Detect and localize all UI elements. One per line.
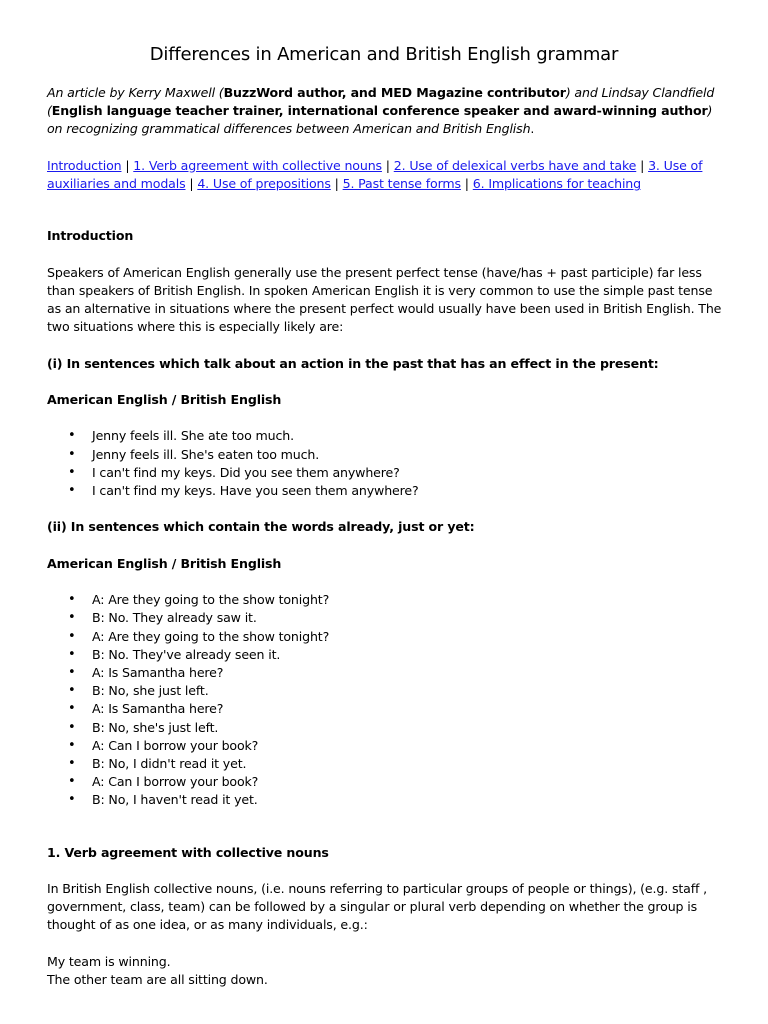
list-item: • A: Is Samantha here?: [47, 700, 727, 718]
byline-text-3: ) on recognizing grammatical differences between American and British English: [47, 103, 713, 137]
byline-end: .: [530, 121, 535, 137]
list-item: • B: No, she just left.: [47, 682, 727, 700]
toc-link-introduction[interactable]: Introduction: [47, 157, 122, 173]
toc-link-verb-agreement[interactable]: 1. Verb agreement with collective nouns: [133, 157, 382, 173]
toc-separator: |: [381, 157, 394, 173]
example-list-1: [47, 427, 727, 500]
byline-bold-2: English language teacher trainer, international conference speaker and award-winning author: [51, 103, 708, 119]
toc-link-auxiliaries-modals[interactable]: 3. Use of auxiliaries and modals: [47, 157, 703, 191]
byline-text-2: ) and Lindsay Clandfield (: [47, 85, 715, 119]
list-item: • A: Can I borrow your book?: [47, 773, 727, 791]
toc-separator: |: [185, 176, 198, 191]
byline-text-1: An article by Kerry Maxwell (: [47, 85, 224, 100]
toc-link-implications[interactable]: 6. Implications for teaching: [472, 176, 641, 191]
list-item: • Jenny feels ill. She ate too much.: [47, 427, 727, 445]
comparison-label-2: American English / British English: [47, 555, 282, 571]
toc-separator: |: [636, 157, 649, 173]
list-item: • I can't find my keys. Did you see them anywhere?: [47, 464, 727, 482]
introduction-heading: Introduction: [47, 228, 134, 244]
list-item: • A: Are they going to the show tonight?: [47, 591, 727, 609]
example-list-2: [47, 591, 727, 809]
case-1-text: (i) In sentences which talk about an action in the past that has an effect in the present:: [47, 355, 659, 371]
section-1-example-1: My team is winning.: [47, 953, 171, 969]
section-1-heading: 1. Verb agreement with collective nouns: [47, 844, 329, 860]
list-item: • Jenny feels ill. She's eaten too much.: [47, 446, 727, 464]
page-title: Differences in American and British English grammar: [149, 44, 619, 65]
list-item: • I can't find my keys. Have you seen them anywhere?: [47, 482, 727, 500]
list-item: • B: No, I didn't read it yet.: [47, 755, 727, 773]
table-of-contents: [47, 157, 727, 193]
article-body: [47, 84, 727, 989]
toc-separator: |: [330, 176, 343, 191]
byline: [47, 84, 727, 139]
toc-link-delexical-verbs[interactable]: 2. Use of delexical verbs have and take: [393, 157, 637, 173]
introduction-paragraph: Speakers of American English generally use the present perfect tense (have/has + past participle) far less than speakers of British English. In spoken American English it is very common to use the simple past tense as an alternative in situations where the present perfect would usually have been used in British English. The two situations where this is especially likely are:: [47, 264, 722, 335]
toc-separator: |: [460, 176, 473, 191]
section-1-example-2: The other team are all sitting down.: [47, 971, 268, 987]
list-item: • A: Are they going to the show tonight?: [47, 628, 727, 646]
toc-separator: |: [121, 157, 134, 173]
list-item: • B: No. They already saw it.: [47, 609, 727, 627]
case-2-text: (ii) In sentences which contain the words already, just or yet:: [47, 519, 475, 535]
list-item: • B: No, she's just left.: [47, 719, 727, 737]
list-item: • B: No, I haven't read it yet.: [47, 791, 727, 809]
toc-link-prepositions[interactable]: 4. Use of prepositions: [197, 176, 331, 191]
list-item: • B: No. They've already seen it.: [47, 646, 727, 664]
section-1-paragraph: In British English collective nouns, (i.e. nouns referring to particular groups of people or things), (e.g. staff , government, class, team) can be followed by a singular or plural verb depending on whether the group is thought of as one idea, or as many individuals, e.g.:: [47, 880, 707, 933]
byline-bold-1: BuzzWord author, and MED Magazine contributor: [223, 85, 566, 100]
comparison-label-1: American English / British English: [47, 391, 282, 407]
list-item: • A: Is Samantha here?: [47, 664, 727, 682]
toc-link-past-tense[interactable]: 5. Past tense forms: [342, 176, 461, 191]
list-item: • A: Can I borrow your book?: [47, 737, 727, 755]
